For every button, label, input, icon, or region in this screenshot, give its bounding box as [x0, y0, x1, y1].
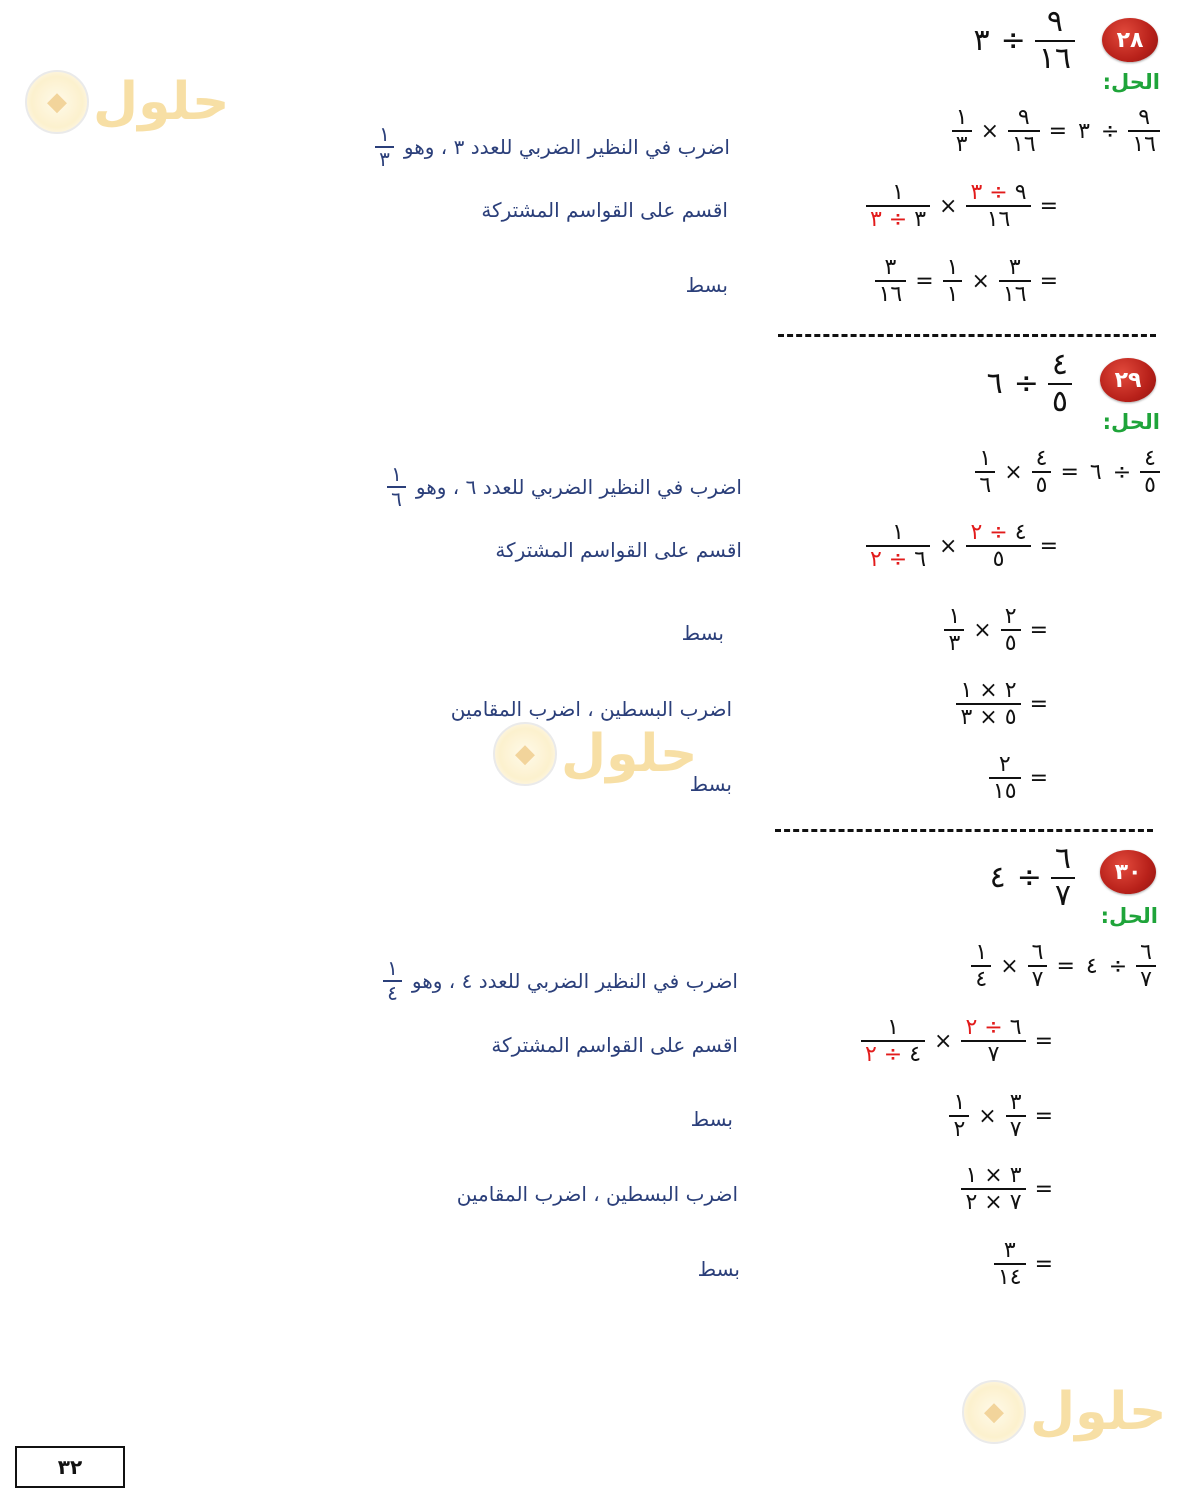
problem-number-badge: ٢٩ [1100, 358, 1156, 402]
step-note: اضرب في النظير الضربي للعدد ٦ ، وهو $\frac{١}{٦}$ [387, 463, 742, 511]
step-note: اضرب في النظير الضربي للعدد ٣ ، وهو $\frac{١}{٣}$ [375, 123, 730, 171]
step-note: بسط [697, 1257, 740, 1281]
book-logo-icon: ◆ [25, 70, 89, 134]
page-number: ٣٢ [15, 1446, 125, 1488]
solution-label: الحل: [1102, 410, 1160, 434]
watermark-bottom [962, 1380, 1166, 1444]
step-note: اقسم على القواسم المشتركة [491, 1033, 738, 1057]
step-note: اقسم على القواسم المشتركة [481, 198, 728, 222]
step-note: بسط [689, 772, 732, 796]
step-note: بسط [681, 621, 724, 645]
problem-number-badge: ٢٨ [1102, 18, 1158, 62]
step-note: اقسم على القواسم المشتركة [495, 538, 742, 562]
step-note: اضرب البسطين ، اضرب المقامين [456, 1182, 738, 1206]
step-equation: = $\frac{٣ \times ١}{٧ \times ٢}$ [961, 1163, 1055, 1216]
solution-label: الحل: [1100, 904, 1158, 928]
step-equation: $\frac{٤}{٥}$ ÷ ٦ = $\frac{٤}{٥}$ × $\frac{١}{٦}$ [975, 446, 1160, 499]
step-equation: = $\frac{٣}{٧}$ × $\frac{١}{٢}$ [949, 1090, 1055, 1143]
step-equation: $\frac{٩}{١٦}$ ÷ ٣ = $\frac{٩}{١٦}$ × $\frac{١}{٣}$ [952, 105, 1160, 158]
watermark-top [25, 70, 229, 134]
step-equation: = $\frac{٩ \div ٣}{١٦}$ × $\frac{١}{٣ \div ٣}$ [866, 180, 1060, 233]
step-equation: $\frac{٦}{٧}$ ÷ ٤ = $\frac{٦}{٧}$ × $\frac{١}{٤}$ [971, 940, 1156, 993]
problem-number-badge: ٣٠ [1100, 850, 1156, 894]
watermark-text: حلول [1030, 1382, 1167, 1442]
problem-expression: $\frac{٤}{٥}$ ÷ ٦ [985, 348, 1072, 419]
step-note: اضرب البسطين ، اضرب المقامين [450, 697, 732, 721]
step-equation: = $\frac{٢ \times ١}{٥ \times ٣}$ [956, 678, 1050, 731]
solution-label: الحل: [1102, 70, 1160, 94]
problem-expression: $\frac{٩}{١٦}$ ÷ ٣ [972, 5, 1076, 76]
watermark-text: حلول [93, 72, 230, 132]
book-logo-icon: ◆ [493, 722, 557, 786]
step-note: بسط [690, 1107, 733, 1131]
step-equation: = $\frac{٣}{١٦}$ × $\frac{١}{١}$ = $\frac{٣}{١٦}$ [875, 255, 1060, 308]
watermark-text: حلول [561, 724, 698, 784]
step-equation: = $\frac{٢}{١٥}$ [989, 752, 1050, 805]
step-note: اضرب في النظير الضربي للعدد ٤ ، وهو $\frac{١}{٤}$ [383, 957, 738, 1005]
watermark-middle [493, 722, 697, 786]
separator-line [778, 334, 1156, 337]
step-equation: = $\frac{٦ \div ٢}{٧}$ × $\frac{١}{٤ \div ٢}$ [861, 1015, 1055, 1068]
book-logo-icon: ◆ [962, 1380, 1026, 1444]
step-equation: = $\frac{٢}{٥}$ × $\frac{١}{٣}$ [944, 604, 1050, 657]
step-note: بسط [685, 273, 728, 297]
step-equation: = $\frac{٣}{١٤}$ [994, 1238, 1055, 1291]
step-equation: = $\frac{٤ \div ٢}{٥}$ × $\frac{١}{٦ \div ٢}$ [866, 520, 1060, 573]
separator-line [775, 829, 1153, 832]
fraction: $\frac{٩}{١٦}$ [1035, 5, 1075, 76]
problem-expression: $\frac{٦}{٧}$ ÷ ٤ [988, 842, 1075, 913]
